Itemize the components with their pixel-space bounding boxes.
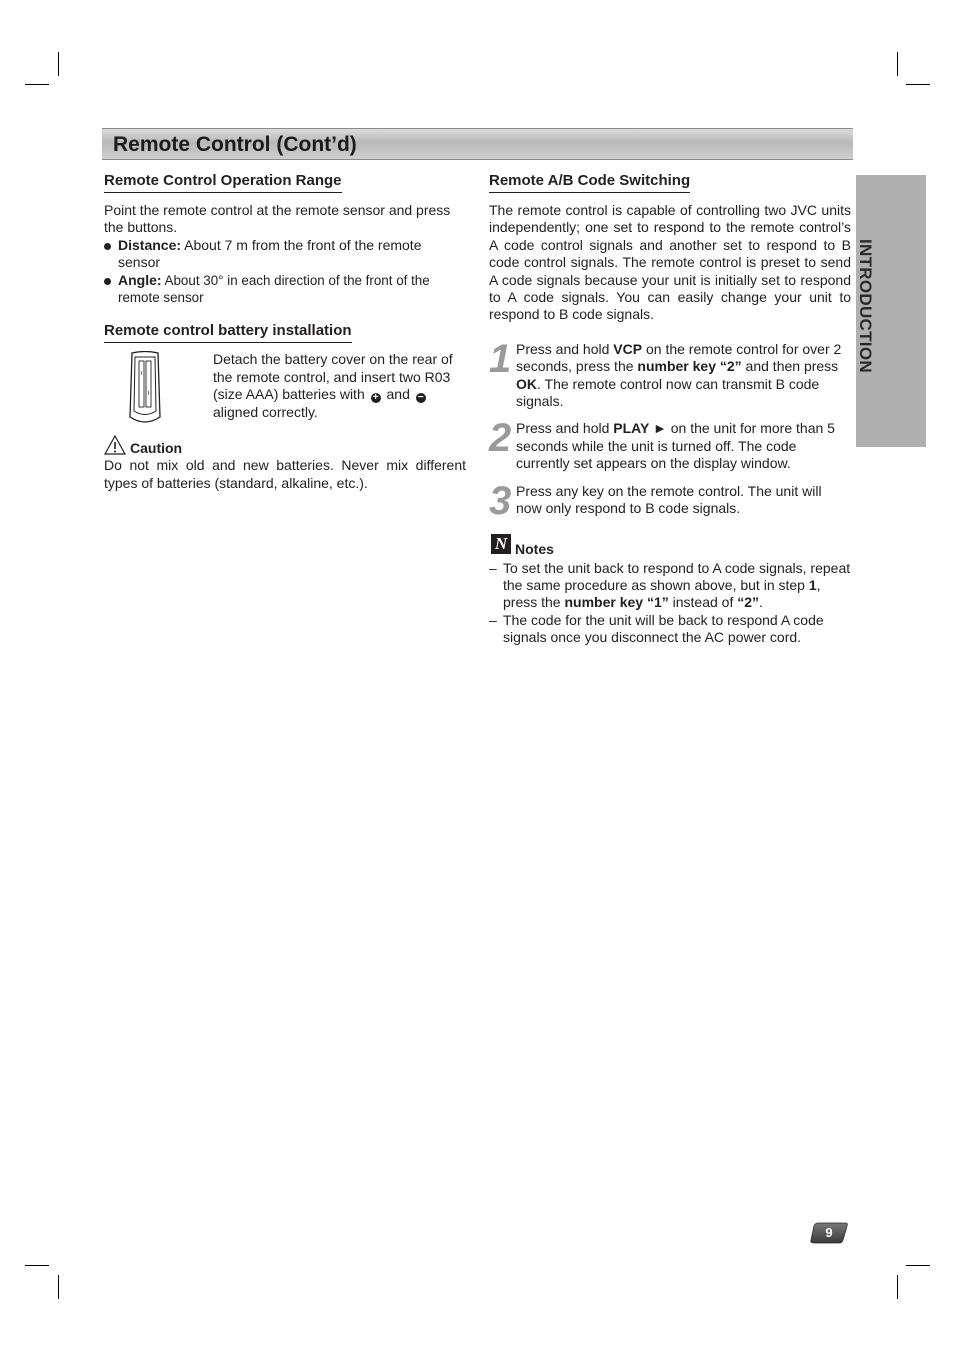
battery-instructions: [213, 351, 469, 421]
bullet-icon: [104, 278, 111, 285]
note-item: – The code for the unit will be back to respond A code signals once you disconnect the AC power cord.: [489, 611, 824, 646]
distance-text: About 7 m from the front of the remote sensor: [118, 236, 422, 271]
step-number: 2: [489, 416, 512, 461]
page-number-badge: [810, 1222, 848, 1244]
distance-label: Distance:: [118, 236, 182, 253]
page-title: Remote Control (Cont’d): [113, 133, 357, 156]
note-icon: N: [491, 534, 511, 554]
angle-text: About 30° in each direction of the front of the remote sensor: [118, 272, 430, 306]
battery-section: [104, 351, 466, 429]
step-3-text: Press any key on the remote control. The unit will now only respond to B code signals.: [516, 482, 822, 517]
battery-text-after: aligned correctly.: [213, 403, 318, 420]
caution-header: [104, 437, 466, 457]
angle-item: [104, 272, 466, 307]
note-item: – To set the unit back to respond to A code signals, repeat the same procedure as shown above, but in step 1, press the number key “1” instead of “2”.: [489, 559, 851, 611]
page-title-bar: [102, 128, 853, 160]
crop-mark: [897, 52, 898, 76]
step-3: [489, 478, 851, 523]
plus-icon: +: [371, 393, 381, 403]
range-heading: Remote Control Operation Range: [104, 172, 342, 193]
step-number: 3: [489, 478, 512, 523]
section-tab: [856, 175, 926, 447]
crop-mark: [906, 1265, 930, 1266]
distance-item: [104, 237, 466, 272]
crop-mark: [897, 1275, 898, 1299]
left-column: [104, 172, 466, 492]
warning-icon: [104, 435, 126, 455]
bullet-icon: [104, 243, 111, 250]
battery-heading: Remote control battery installation: [104, 322, 352, 343]
step-2: [489, 416, 851, 472]
step-1-text: Press and hold VCP on the remote control for over 2 seconds, press the number key “2” and then press OK. The remote control now can transmit B code signals.: [516, 340, 842, 410]
remote-battery-icon: [126, 351, 164, 425]
angle-label: Angle:: [118, 271, 162, 288]
crop-mark: [58, 52, 59, 76]
ab-intro: The remote control is capable of controlling two JVC units independently; one set to respond to the remote control’s A code control signals and another set to respond to B code control signals. The remote control is preset to send A code signals because your unit is initially set to respond to A code signals. You can easily change your unit to respond to B code signals.: [489, 202, 851, 323]
step-2-text: Press and hold PLAY ► on the unit for more than 5 seconds while the unit is turned off. The code currently set appears on the display window.: [516, 420, 835, 472]
crop-mark: [58, 1275, 59, 1299]
notes-label: Notes: [515, 540, 554, 557]
step-1: [489, 336, 851, 411]
range-intro: Point the remote control at the remote sensor and press the buttons.: [104, 202, 451, 236]
notes-header: [489, 534, 851, 558]
battery-text-before: Detach the battery cover on the rear of the remote control, and insert two R03 (size AAA) batteries with: [213, 351, 453, 403]
page-number: 9: [825, 1225, 833, 1240]
caution-label: Caution: [130, 440, 183, 457]
minus-icon: −: [416, 393, 426, 403]
crop-mark: [25, 84, 49, 85]
caution-text: Do not mix old and new batteries. Never mix different types of batteries (standard, alkaline, etc.).: [104, 457, 466, 491]
ab-heading: Remote A/B Code Switching: [489, 172, 690, 193]
and-word: and: [382, 386, 414, 403]
step-number: 1: [489, 336, 512, 381]
section-tab-label: INTRODUCTION: [856, 239, 875, 373]
right-column: [489, 172, 851, 647]
crop-mark: [906, 84, 930, 85]
crop-mark: [25, 1265, 49, 1266]
